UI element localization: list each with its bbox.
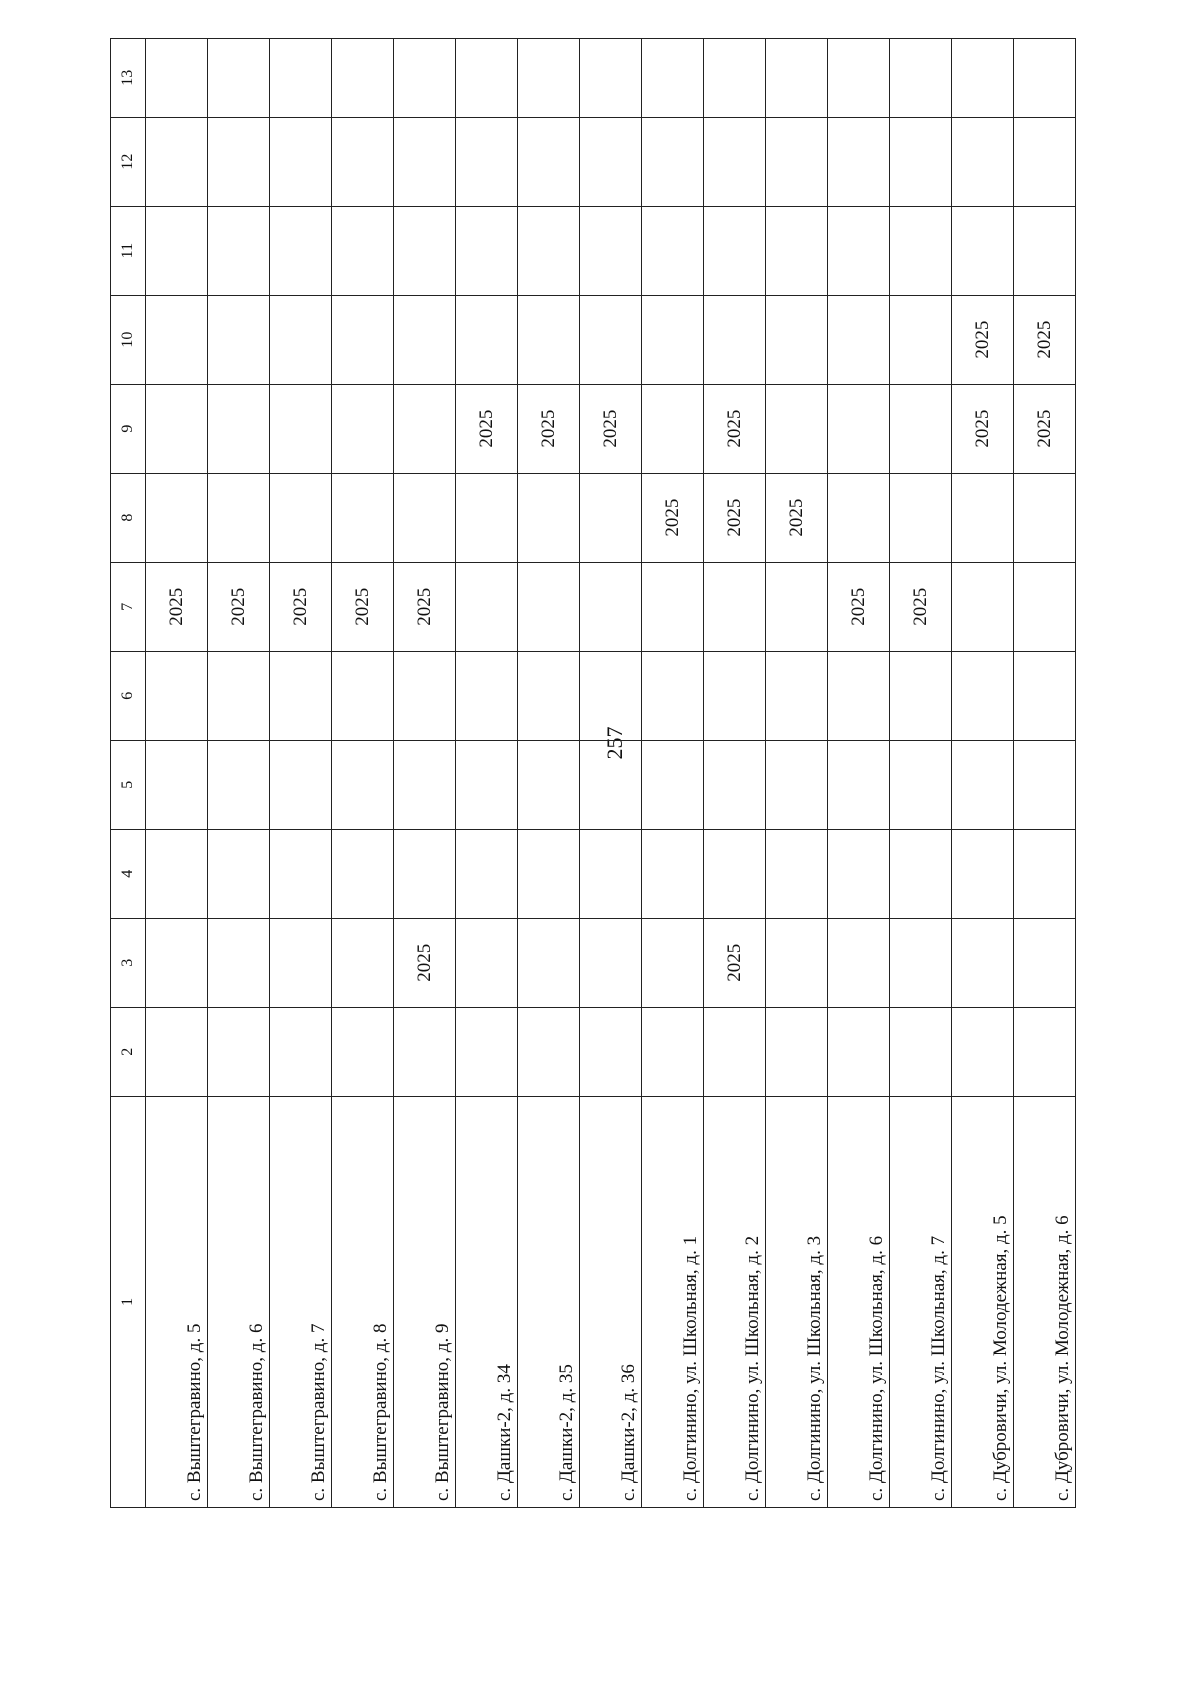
- year-cell: [146, 117, 208, 206]
- table-row: [518, 39, 580, 1508]
- year-cell: [580, 829, 642, 918]
- year-cell: [394, 740, 456, 829]
- year-cell: [890, 206, 952, 295]
- year-cell: [1014, 918, 1076, 1007]
- year-cell: [766, 651, 828, 740]
- year-cell: [518, 39, 580, 118]
- year-cell: 2025: [456, 384, 518, 473]
- year-cell: [1014, 829, 1076, 918]
- year-cell: [456, 829, 518, 918]
- year-cell: [642, 651, 704, 740]
- table-row: [890, 39, 952, 1508]
- table-row: [394, 39, 456, 1508]
- year-cell: [766, 39, 828, 118]
- year-cell: 2025: [394, 562, 456, 651]
- year-cell: [332, 1007, 394, 1096]
- year-cell: [332, 473, 394, 562]
- year-cell: [270, 384, 332, 473]
- year-cell: [890, 651, 952, 740]
- year-cell: [332, 295, 394, 384]
- year-cell: [642, 206, 704, 295]
- year-cell: [890, 295, 952, 384]
- table-row: [828, 39, 890, 1508]
- year-cell: [580, 206, 642, 295]
- year-cell: [208, 384, 270, 473]
- year-cell: [952, 117, 1014, 206]
- column-header: 12: [111, 117, 146, 206]
- year-cell: [394, 384, 456, 473]
- data-table: [110, 38, 1076, 1508]
- year-cell: [518, 918, 580, 1007]
- year-cell: [456, 740, 518, 829]
- year-cell: [580, 918, 642, 1007]
- year-cell: [704, 829, 766, 918]
- year-cell: [890, 39, 952, 118]
- table-row: [456, 39, 518, 1508]
- table-row: [580, 39, 642, 1508]
- address-cell: с. Выштегравино, д. 9: [394, 1096, 456, 1507]
- year-cell: [704, 206, 766, 295]
- address-cell: с. Долгинино, ул. Школьная, д. 6: [828, 1096, 890, 1507]
- year-cell: [456, 206, 518, 295]
- year-cell: [394, 651, 456, 740]
- year-cell: [1014, 117, 1076, 206]
- year-cell: [952, 829, 1014, 918]
- year-cell: [952, 1007, 1014, 1096]
- year-cell: [766, 562, 828, 651]
- year-cell: [642, 562, 704, 651]
- year-cell: [270, 473, 332, 562]
- year-cell: [580, 39, 642, 118]
- column-header: 3: [111, 918, 146, 1007]
- year-cell: [208, 740, 270, 829]
- year-cell: [456, 473, 518, 562]
- year-cell: [332, 117, 394, 206]
- year-cell: [146, 473, 208, 562]
- year-cell: [518, 829, 580, 918]
- year-cell: 2025: [394, 918, 456, 1007]
- year-cell: [828, 1007, 890, 1096]
- year-cell: [952, 651, 1014, 740]
- year-cell: [270, 651, 332, 740]
- year-cell: [332, 206, 394, 295]
- year-cell: [146, 384, 208, 473]
- year-cell: [952, 562, 1014, 651]
- year-cell: [890, 473, 952, 562]
- year-cell: [766, 740, 828, 829]
- year-cell: [704, 39, 766, 118]
- year-cell: [1014, 562, 1076, 651]
- year-cell: [270, 1007, 332, 1096]
- year-cell: [952, 206, 1014, 295]
- year-cell: [332, 384, 394, 473]
- year-cell: [146, 39, 208, 118]
- column-header: 6: [111, 651, 146, 740]
- year-cell: [332, 39, 394, 118]
- address-cell: с. Долгинино, ул. Школьная, д. 2: [704, 1096, 766, 1507]
- year-cell: [642, 117, 704, 206]
- column-header: 1: [111, 1096, 146, 1507]
- year-cell: [518, 473, 580, 562]
- year-cell: [704, 1007, 766, 1096]
- year-cell: [332, 918, 394, 1007]
- year-cell: [270, 206, 332, 295]
- year-cell: [518, 651, 580, 740]
- year-cell: 2025: [208, 562, 270, 651]
- address-cell: с. Дубровичи, ул. Молодежная, д. 6: [1014, 1096, 1076, 1507]
- year-cell: [208, 117, 270, 206]
- year-cell: 2025: [1014, 384, 1076, 473]
- year-cell: [952, 740, 1014, 829]
- year-cell: [270, 117, 332, 206]
- year-cell: [828, 117, 890, 206]
- year-cell: 2025: [332, 562, 394, 651]
- year-cell: [766, 295, 828, 384]
- table-header-row: [111, 39, 146, 1508]
- year-cell: [890, 117, 952, 206]
- year-cell: [828, 740, 890, 829]
- year-cell: [580, 562, 642, 651]
- year-cell: [146, 740, 208, 829]
- year-cell: [146, 829, 208, 918]
- year-cell: 2025: [704, 473, 766, 562]
- table-row: [1014, 39, 1076, 1508]
- year-cell: [518, 562, 580, 651]
- year-cell: [146, 651, 208, 740]
- year-cell: [1014, 39, 1076, 118]
- year-cell: [704, 651, 766, 740]
- year-cell: [766, 829, 828, 918]
- year-cell: [704, 562, 766, 651]
- year-cell: [766, 1007, 828, 1096]
- year-cell: [332, 829, 394, 918]
- year-cell: 2025: [766, 473, 828, 562]
- year-cell: [642, 1007, 704, 1096]
- column-header: 5: [111, 740, 146, 829]
- year-cell: [1014, 651, 1076, 740]
- year-cell: [828, 918, 890, 1007]
- year-cell: [456, 651, 518, 740]
- year-cell: [828, 829, 890, 918]
- year-cell: [766, 384, 828, 473]
- table-row: [270, 39, 332, 1508]
- address-cell: с. Выштегравино, д. 8: [332, 1096, 394, 1507]
- year-cell: [208, 1007, 270, 1096]
- year-cell: [146, 1007, 208, 1096]
- year-cell: [952, 473, 1014, 562]
- year-cell: [270, 39, 332, 118]
- year-cell: [642, 740, 704, 829]
- year-cell: [456, 562, 518, 651]
- year-cell: [704, 295, 766, 384]
- year-cell: [518, 117, 580, 206]
- year-cell: 2025: [1014, 295, 1076, 384]
- year-cell: [146, 295, 208, 384]
- year-cell: [146, 918, 208, 1007]
- table-row: [952, 39, 1014, 1508]
- year-cell: [580, 651, 642, 740]
- year-cell: [146, 206, 208, 295]
- year-cell: [518, 206, 580, 295]
- column-header: 7: [111, 562, 146, 651]
- address-cell: с. Дашки-2, д. 35: [518, 1096, 580, 1507]
- page-number: 257: [602, 726, 627, 760]
- year-cell: 2025: [146, 562, 208, 651]
- year-cell: [1014, 1007, 1076, 1096]
- address-cell: с. Дашки-2, д. 36: [580, 1096, 642, 1507]
- year-cell: [208, 651, 270, 740]
- year-cell: [270, 829, 332, 918]
- year-cell: 2025: [518, 384, 580, 473]
- address-cell: с. Долгинино, ул. Школьная, д. 1: [642, 1096, 704, 1507]
- table-row: [208, 39, 270, 1508]
- year-cell: [394, 206, 456, 295]
- year-cell: [518, 740, 580, 829]
- year-cell: [208, 918, 270, 1007]
- year-cell: [890, 1007, 952, 1096]
- table-row: [146, 39, 208, 1508]
- year-cell: [270, 740, 332, 829]
- year-cell: [394, 295, 456, 384]
- year-cell: [1014, 740, 1076, 829]
- year-cell: 2025: [704, 384, 766, 473]
- year-cell: [518, 295, 580, 384]
- year-cell: [332, 651, 394, 740]
- year-cell: [952, 918, 1014, 1007]
- year-cell: [766, 206, 828, 295]
- year-cell: [456, 918, 518, 1007]
- year-cell: 2025: [704, 918, 766, 1007]
- year-cell: [580, 295, 642, 384]
- address-cell: с. Дубровичи, ул. Молодежная, д. 5: [952, 1096, 1014, 1507]
- column-header: 10: [111, 295, 146, 384]
- year-cell: [208, 829, 270, 918]
- year-cell: [890, 918, 952, 1007]
- year-cell: [208, 473, 270, 562]
- data-table-container: [110, 38, 1076, 1508]
- year-cell: [580, 1007, 642, 1096]
- year-cell: 2025: [890, 562, 952, 651]
- year-cell: [394, 1007, 456, 1096]
- year-cell: [456, 117, 518, 206]
- column-header: 11: [111, 206, 146, 295]
- year-cell: [828, 295, 890, 384]
- year-cell: [766, 117, 828, 206]
- year-cell: [518, 1007, 580, 1096]
- table-row: [704, 39, 766, 1508]
- year-cell: 2025: [828, 562, 890, 651]
- year-cell: [704, 117, 766, 206]
- year-cell: [642, 39, 704, 118]
- column-header: 8: [111, 473, 146, 562]
- year-cell: [890, 829, 952, 918]
- table-row: [332, 39, 394, 1508]
- year-cell: [1014, 206, 1076, 295]
- year-cell: [952, 39, 1014, 118]
- year-cell: 2025: [952, 295, 1014, 384]
- column-header: 4: [111, 829, 146, 918]
- year-cell: [642, 295, 704, 384]
- year-cell: [828, 651, 890, 740]
- year-cell: [766, 918, 828, 1007]
- year-cell: [890, 384, 952, 473]
- column-header: 9: [111, 384, 146, 473]
- year-cell: [208, 39, 270, 118]
- year-cell: [332, 740, 394, 829]
- year-cell: [270, 918, 332, 1007]
- year-cell: [580, 117, 642, 206]
- address-cell: с. Выштегравино, д. 7: [270, 1096, 332, 1507]
- address-cell: с. Долгинино, ул. Школьная, д. 3: [766, 1096, 828, 1507]
- year-cell: [828, 384, 890, 473]
- address-cell: с. Дашки-2, д. 34: [456, 1096, 518, 1507]
- year-cell: [456, 1007, 518, 1096]
- address-cell: с. Выштегравино, д. 6: [208, 1096, 270, 1507]
- address-cell: с. Выштегравино, д. 5: [146, 1096, 208, 1507]
- year-cell: [208, 295, 270, 384]
- year-cell: [890, 740, 952, 829]
- year-cell: [456, 295, 518, 384]
- year-cell: 2025: [642, 473, 704, 562]
- year-cell: [642, 918, 704, 1007]
- column-header: 13: [111, 39, 146, 118]
- year-cell: [394, 117, 456, 206]
- year-cell: 2025: [952, 384, 1014, 473]
- year-cell: [394, 39, 456, 118]
- year-cell: [208, 206, 270, 295]
- year-cell: [1014, 473, 1076, 562]
- year-cell: [580, 740, 642, 829]
- column-header: 2: [111, 1007, 146, 1096]
- year-cell: 2025: [580, 384, 642, 473]
- table-row: [766, 39, 828, 1508]
- address-cell: с. Долгинино, ул. Школьная, д. 7: [890, 1096, 952, 1507]
- year-cell: [580, 473, 642, 562]
- year-cell: [704, 740, 766, 829]
- year-cell: [828, 206, 890, 295]
- year-cell: [642, 829, 704, 918]
- year-cell: [456, 39, 518, 118]
- table-row: [642, 39, 704, 1508]
- year-cell: 2025: [270, 562, 332, 651]
- year-cell: [828, 473, 890, 562]
- year-cell: [828, 39, 890, 118]
- year-cell: [394, 473, 456, 562]
- year-cell: [270, 295, 332, 384]
- year-cell: [394, 829, 456, 918]
- year-cell: [642, 384, 704, 473]
